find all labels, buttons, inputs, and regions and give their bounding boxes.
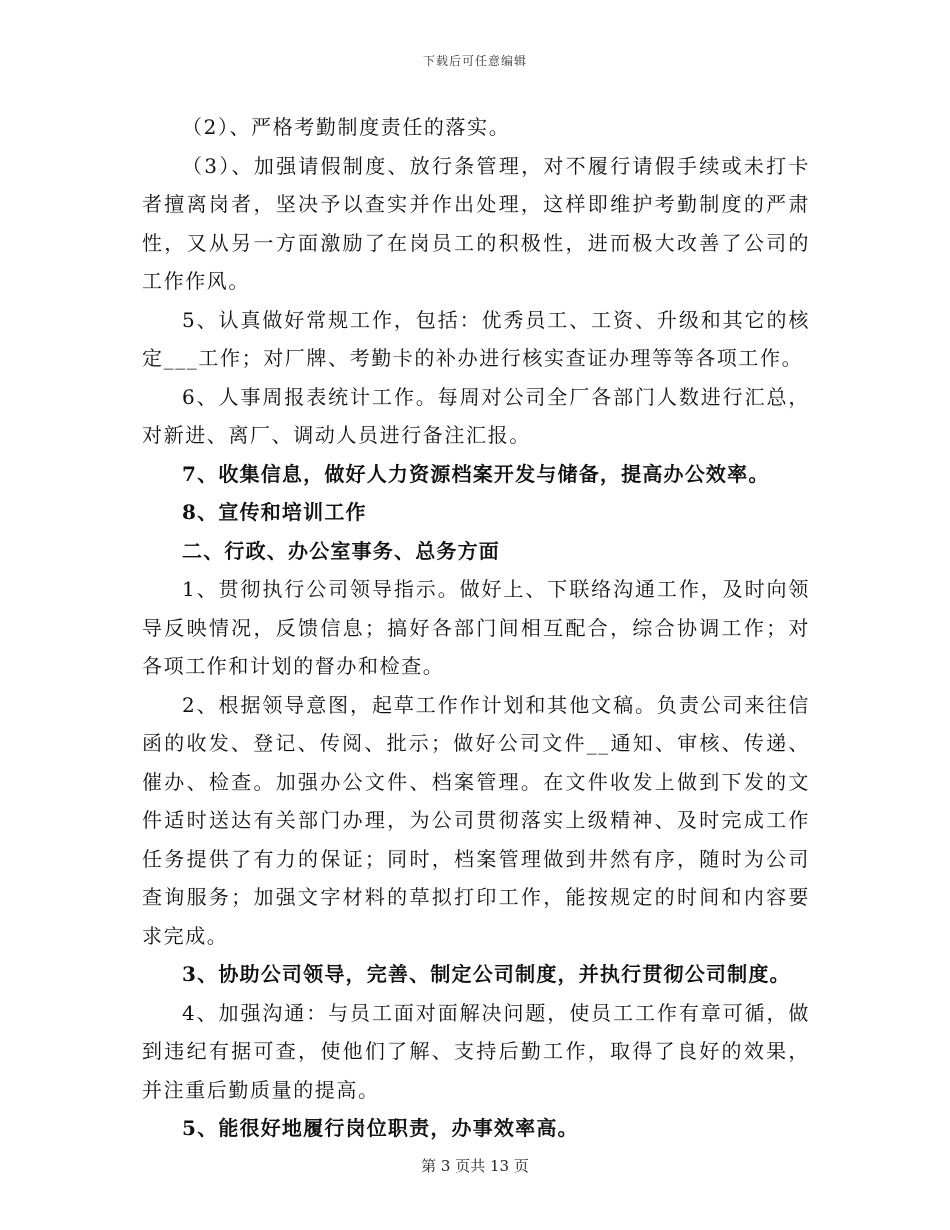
paragraph: 5、能很好地履行岗位职责，办事效率高。 [182, 1116, 579, 1140]
paragraph: 3、协助公司领导，完善、制定公司制度，并执行贯彻公司制度。 [182, 962, 791, 986]
document-body [142, 108, 810, 1148]
paragraph: 6、人事周报表统计工作。每周对公司全厂各部门人数进行汇总，对新进、离厂、调动人员进行备注汇报。 [142, 384, 810, 447]
paragraph: 4、加强沟通：与员工面对面解决问题，使员工工作有章可循，做到违纪有据可查，使他们了解、支持后勤工作，取得了良好的效果，并注重后勤质量的提高。 [142, 1000, 810, 1102]
page-number: 第 3 页共 13 页 [421, 1157, 529, 1175]
paragraph: 5、认真做好常规工作，包括：优秀员工、工资、升级和其它的核定___工作；对厂牌、考勤卡的补办进行核实查证办理等等各项工作。 [142, 307, 810, 370]
paragraph: （2）、严格考勤制度责任的落实。 [182, 115, 511, 139]
paragraph: 2、根据领导意图，起草工作作计划和其他文稿。负责公司来往信函的收发、登记、传阅、批示；做好公司文件__通知、审核、传递、催办、检查。加强办公文件、档案管理。在文件收发上做到下发的文件适时送达有关部门办理，为公司贯彻落实上级精神、及时完成工作任务提供了有力的保证；同时，档案管理做到井然有序，随时为公司查询服务；加强文字材料的草拟打印工作，能按规定的时间和内容要求完成。 [142, 692, 810, 948]
paragraph: （3）、加强请假制度、放行条管理，对不履行请假手续或未打卡者擅离岗者，坚决予以查实并作出处理，这样即维护考勤制度的严肃性，又从另一方面激励了在岗员工的积极性，进而极大改善了公司的工作作风。 [142, 153, 810, 293]
section-heading: 二、行政、办公室事务、总务方面 [182, 538, 500, 563]
paragraph: 7、收集信息，做好人力资源档案开发与储备，提高办公效率。 [182, 461, 770, 486]
paragraph: 1、贯彻执行公司领导指示。做好上、下联络沟通工作，及时向领导反映情况，反馈信息；搞好各部门间相互配合，综合协调工作；对各项工作和计划的督办和检查。 [142, 577, 810, 678]
paragraph: 8、宣传和培训工作 [182, 500, 367, 524]
page-header-note: 下载后可任意编辑 [422, 54, 527, 68]
